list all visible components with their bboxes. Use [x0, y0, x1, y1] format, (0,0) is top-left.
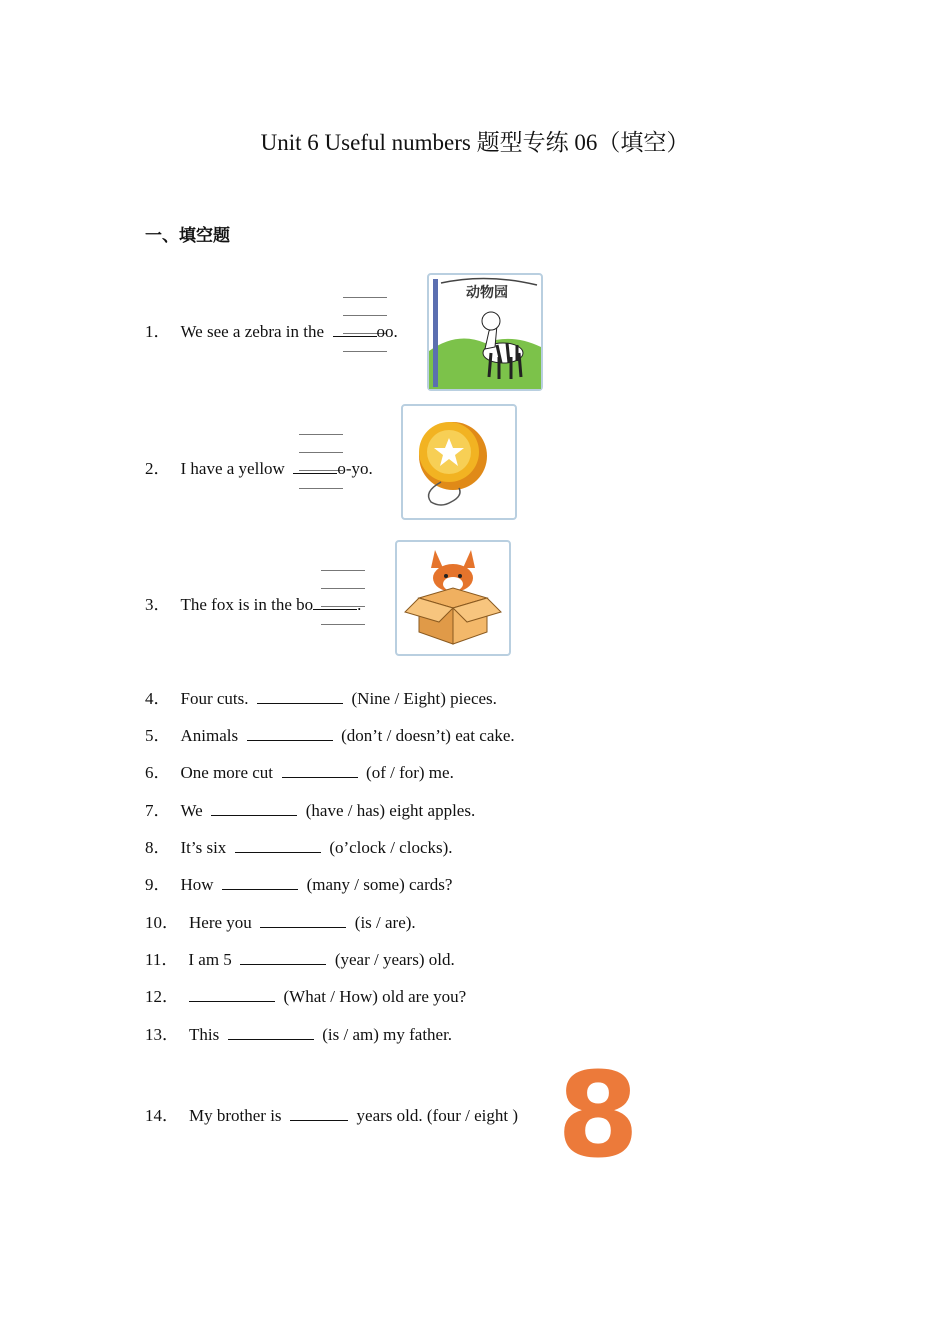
question-9: 9． How (many / some) cards?: [145, 875, 453, 894]
question-8: 8． It’s six (o’clock / clocks).: [145, 838, 453, 857]
answer-blank[interactable]: [313, 595, 357, 610]
answer-blank[interactable]: [222, 875, 298, 890]
question-13: 13． This (is / am) my father.: [145, 1025, 453, 1044]
answer-blank[interactable]: [211, 801, 297, 816]
answer-blank[interactable]: [257, 689, 343, 704]
question-5: 5． Animals (don’t / doesn’t) eat cake.: [145, 726, 515, 745]
page-title: Unit 6 Useful numbers 题型专练 06（填空）: [260, 130, 690, 155]
yoyo-image: [401, 404, 517, 520]
question-10: 10． Here you (is / are).: [145, 913, 416, 932]
question-12: 12． (What / How) old are you?: [145, 987, 467, 1006]
answer-blank[interactable]: [333, 322, 377, 337]
question-7: 7． We (have / has) eight apples.: [145, 801, 476, 820]
section-heading: 一、填空题: [145, 226, 230, 246]
question-14: 14． My brother is years old. (four / eight ): [145, 1106, 518, 1125]
answer-blank[interactable]: [228, 1025, 314, 1040]
number-eight-text: 8: [556, 1058, 640, 1166]
question-4: 4． Four cuts. (Nine / Eight) pieces.: [145, 689, 497, 708]
answer-blank[interactable]: [247, 726, 333, 741]
number-eight-image: [552, 1058, 644, 1166]
question-2: 2． I have a yellow o-yo.: [145, 459, 373, 478]
answer-blank[interactable]: [282, 763, 358, 778]
question-11: 11． I am 5 (year / years) old.: [145, 950, 455, 969]
answer-blank[interactable]: [235, 838, 321, 853]
question-3: 3． The fox is in the bo .: [145, 595, 362, 614]
answer-blank[interactable]: [189, 987, 275, 1002]
answer-blank[interactable]: [240, 950, 326, 965]
question-1: 1． We see a zebra in the oo.: [145, 322, 398, 341]
zoo-sign-text: 动物园: [466, 285, 508, 301]
question-6: 6． One more cut (of / for) me.: [145, 763, 454, 782]
fox-in-box-image: [395, 540, 511, 656]
answer-blank[interactable]: [260, 913, 346, 928]
answer-blank[interactable]: [293, 459, 337, 474]
zoo-zebra-image: [427, 273, 543, 391]
answer-blank[interactable]: [290, 1106, 348, 1121]
